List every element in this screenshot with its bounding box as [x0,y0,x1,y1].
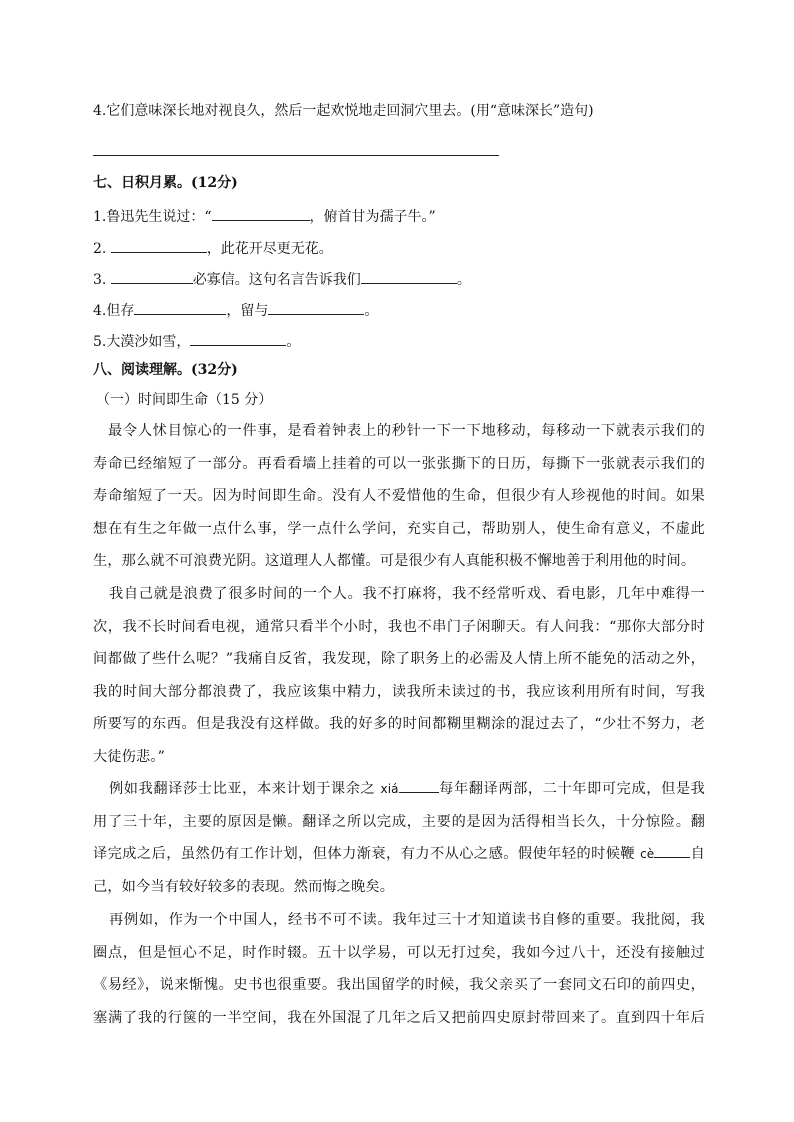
text-line: 大徒伤悲。” [93,748,165,765]
item-1-prefix: 1.鲁迅先生说过：“ [93,209,212,225]
text-line: 圈点，但是恒心不足，时作时辍。五十以学易，可以无打过矣，我如今过八十，还没有接触过 [93,944,705,961]
item-5-prefix: 5.大漠沙如雪， [93,334,191,350]
fill-blank-3b[interactable] [361,269,457,284]
fill-blank-3a[interactable] [111,269,193,284]
paragraph-1 [93,415,705,578]
text-line: 《易经》，说来惭愧。史书也很重要。我出国留学的时候，我父亲买了一套同文石印的前四史， [93,977,705,994]
passage-title: （一）时间即生命（15 分） [96,392,273,408]
item-4-prefix: 4.但存 [93,303,135,319]
item-3-suffix: 。 [456,272,471,288]
text-line: 生，那么就不可浪费光阴。这道理人人都懂。可是很少有人真能积极不懈地善于利用他的时间。 [93,553,696,570]
section-7-item-5 [93,331,704,352]
item-1-suffix: ，俯首甘为孺子牛。” [309,209,436,225]
question-4-text: 4.它们意味深长地对视良久，然后一起欢悦地走回洞穴里去。(用“意味深长”造句) [93,103,594,119]
section-8-heading: 八、阅读理解。(32分) [93,362,238,378]
pinyin-blank-1[interactable] [399,778,439,793]
fill-blank-5[interactable] [190,331,286,346]
text-segment: 例如我翻译莎士比亚，本来计划于课余之 [109,781,381,797]
item-2-prefix: 2. [93,241,111,257]
text-line: 次，我不长时间看电视，通常只看半个小时，我也不串门子闲聊天。有人问我：“那你大部分时 [93,618,705,635]
section-7-item-1 [93,206,704,227]
item-5-suffix: 。 [286,334,301,350]
pinyin-blank-2[interactable] [654,843,690,858]
item-2-suffix: ，此花开尽更无花。 [206,241,333,257]
text-line [93,838,705,871]
text-line: 我自己就是浪费了很多时间的一个人。我不打麻将，我不经常听戏、看电影，几年中难得一 [109,586,705,602]
section-7-item-4 [93,300,704,321]
text-line: 寿命缩短了一天。因为时间即生命。没有人不爱惜他的生命，但很少有人珍视他的时间。如果 [93,488,705,505]
fill-blank-4a[interactable] [134,300,226,315]
text-segment: 译完成之后，虽然仍有工作计划，但体力渐衰，有力不从心之感。假使年轻的时候鞭 [93,846,641,863]
question-4 [93,101,704,121]
text-line: 己，如今当有较好较多的表现。然而悔之晚矣。 [93,878,395,895]
text-line: 间都做了些什么呢？”我痛自反省，我发现，除了职务上的必需及人情上所不能免的活动之外， [93,651,705,668]
pinyin-hint: cè [640,847,655,862]
item-3-prefix: 3. [93,272,111,288]
text-line: 我的时间大部分都浪费了，我应该集中精力，读我所未读过的书，我应该利用所有时间，写我 [93,683,705,700]
text-line: 最令人怵目惊心的一件事，是看着钟表上的秒针一下一下地移动，每移动一下就表示我们的 [93,423,705,439]
fill-blank-4b[interactable] [268,300,364,315]
text-line [93,773,705,806]
text-line: 塞满了我的行箧的一半空间，我在外国混了几年之后又把前四史原封带回来了。直到四十年后 [93,1009,705,1026]
section-7-heading: 七、日积月累。(12分) [93,175,238,191]
text-line: 寿命已经缩短了一部分。再看看墙上挂着的可以一张张撕下的日历，每撕下一张就表示我们的 [93,455,705,472]
pinyin-hint: xiá [380,782,399,796]
text-line: 所要写的东西。但是我没有这样做。我的好多的时间都糊里糊涂的混过去了，“少壮不努力，老 [93,716,705,733]
paragraph-3 [93,773,705,903]
paragraph-2 [93,578,705,774]
text-segment: 自 [690,846,705,863]
fill-blank-1[interactable] [212,206,310,221]
section-7-item-3 [93,269,704,290]
text-line: 再例如，作为一个中国人，经书不可不读。我年过三十才知道读书自修的重要。我批阅，我 [109,912,705,928]
text-line: 用了三十年，主要的原因是懒。翻译之所以完成，主要的是因为活得相当长久，十分惊险。翻 [93,813,705,830]
item-4-suffix: 。 [364,303,379,319]
answer-line[interactable] [93,155,499,156]
fill-blank-2[interactable] [111,238,207,253]
paragraph-4 [93,904,705,1034]
text-line: 想在有生之年做一点什么事，学一点什么学问，充实自己，帮助别人，使生命有意义，不虚此 [93,520,705,537]
item-3-middle: 必寡信。这句名言告诉我们 [192,272,361,288]
section-7-item-2 [93,238,704,259]
text-segment: 每年翻译两部，二十年即可完成，但是我 [438,781,705,797]
item-4-middle: ，留与 [226,303,269,319]
